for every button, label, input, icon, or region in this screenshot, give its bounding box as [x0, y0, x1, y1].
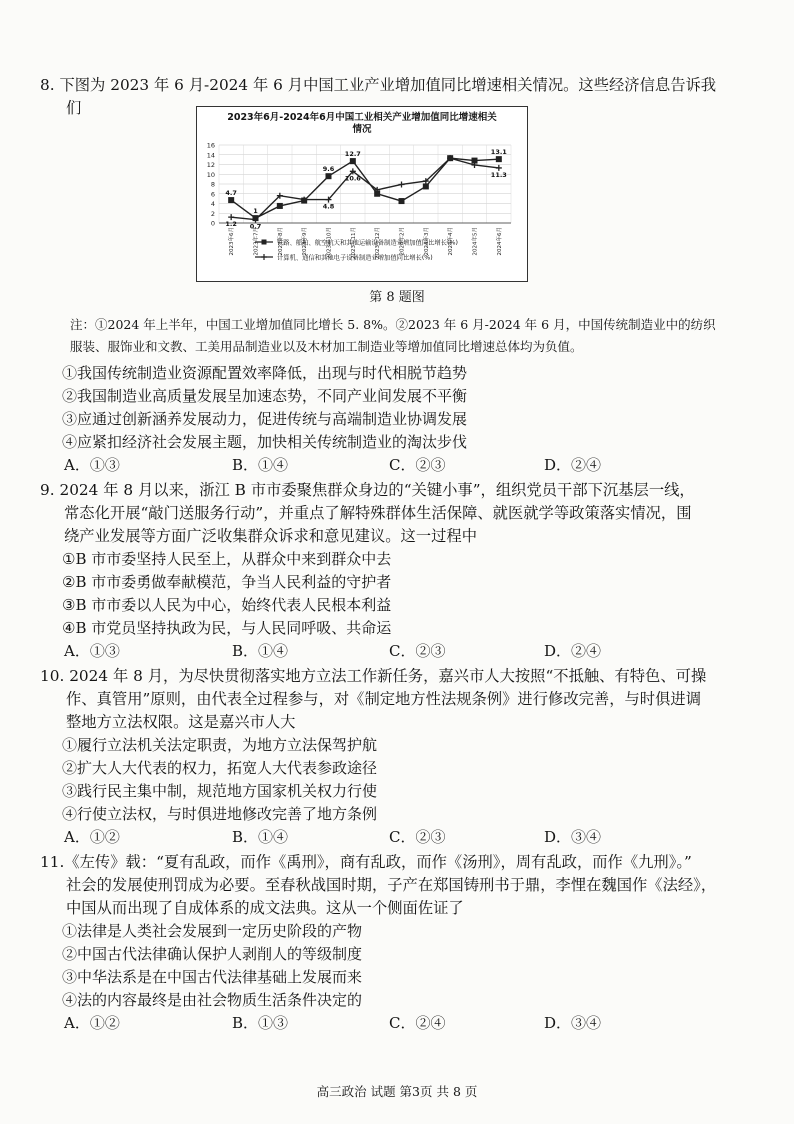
data-label: 11.3 [490, 170, 507, 179]
q8-option-4: ④应紧扣经济社会发展主题，加快相关传统制造业的淘汰步伐 [62, 433, 468, 451]
y-tick-label: 8 [210, 180, 215, 189]
chart-title-line2: 情况 [352, 124, 372, 135]
x-tick-label: 2023年10月 [326, 227, 333, 259]
x-tick-label: 2024年6月 [496, 227, 503, 256]
q10-stem-line2: 作、真管用”原则，由代表全过程参与，对《制定地方性法规条例》进行修改完善，与时俱进调 [66, 690, 701, 708]
x-tick-label: 2024年5月 [472, 227, 479, 256]
q9-answer-b[interactable]: B．①④ [232, 642, 289, 660]
x-tick-label: 2024年3月 [423, 227, 430, 256]
y-tick-label: 14 [206, 151, 215, 160]
q11-option-4: ④法的内容最终是由社会物质生活条件决定的 [62, 991, 363, 1009]
series-1-point [496, 156, 502, 162]
legend-label-1: 铁路、船舶、航空航天和其他运输设备制造业增加值同比增长(%) [277, 239, 458, 247]
series-1-point [399, 198, 405, 204]
q9-option-1: ①B 市市委坚持人民至上，从群众中来到群众中去 [62, 550, 392, 568]
series-1-point [423, 183, 429, 189]
data-label: 13.1 [490, 148, 507, 157]
y-tick-label: 12 [206, 161, 215, 169]
q10-answer-d[interactable]: D．③④ [544, 828, 602, 846]
series-1-point [350, 158, 356, 164]
q11-stem-line1: 11.《左传》载：“夏有乱政，而作《禹刑》，商有乱政，而作《汤刑》，周有乱政，而作《九刑》。” [40, 853, 692, 871]
q10-answer-c[interactable]: C．②③ [389, 828, 446, 846]
q11-option-1: ①法律是人类社会发展到一定历史阶段的产物 [62, 922, 363, 940]
q9-answer-a[interactable]: A．①③ [64, 642, 120, 660]
q10-stem-line1: 10. 2024 年 8 月，为尽快贯彻落实地方立法工作新任务，嘉兴市人大按照“不抵触、有特色、可操 [40, 667, 707, 685]
q10-answer-a[interactable]: A．①② [64, 828, 120, 846]
q11-stem-line2: 社会的发展使刑罚成为必要。至春秋战国时期，子产在郑国铸刑书于鼎，李悝在魏国作《法经》， [66, 876, 717, 894]
series-1-point [326, 173, 332, 179]
x-tick-label: 2023年6月 [229, 227, 236, 256]
data-label: 1 [253, 207, 258, 216]
q9-option-4: ④B 市党员坚持执政为民，与人民同呼吸、共命运 [62, 619, 392, 637]
data-label: 4.7 [225, 189, 237, 198]
y-tick-label: 4 [210, 200, 215, 208]
data-label: 0.7 [249, 222, 262, 231]
series-1-point [228, 197, 234, 203]
q10-option-2: ②扩大人大代表的权力，拓宽人大代表参政途径 [62, 759, 378, 777]
q11-option-2: ②中国古代法律确认保护人剥削人的等级制度 [62, 945, 363, 963]
series-1-point [277, 203, 283, 209]
q10-option-4: ④行使立法权，与时俱进地修改完善了地方条例 [62, 805, 378, 823]
q8-stem-line2: 们 [66, 99, 82, 117]
q10-option-3: ③践行民主集中制，规范地方国家机关权力行使 [62, 782, 378, 800]
q8-note-line2: 服装、服饰业和文教、工美用品制造业以及木材加工制造业等增加值同比增速总体均为负值。 [70, 339, 583, 354]
data-label: 9.6 [322, 165, 335, 174]
x-tick-label: 2023年8月 [277, 227, 284, 256]
q9-answer-c[interactable]: C．②③ [389, 642, 446, 660]
series-2-point [399, 181, 405, 187]
page-footer: 高三政治 试题 第3页 共 8 页 [316, 1084, 478, 1099]
legend-marker-square [262, 240, 267, 245]
q8-answer-a[interactable]: A．①③ [64, 456, 120, 474]
x-tick-label: 2023年11月 [350, 227, 357, 259]
q9-answer-d[interactable]: D．②④ [544, 642, 602, 660]
q8-option-3: ③应通过创新涵养发展动力，促进传统与高端制造业协调发展 [62, 410, 468, 428]
data-label: 12.7 [344, 150, 361, 159]
x-tick-label: 2023年7月 [253, 227, 260, 256]
q10-option-1: ①履行立法机关法定职责，为地方立法保驾护航 [62, 736, 378, 754]
q11-answer-a[interactable]: A．①② [64, 1014, 120, 1032]
line-chart [197, 107, 527, 281]
q8-option-1: ①我国传统制造业资源配置效率降低，出现与时代相脱节趋势 [62, 364, 468, 382]
y-tick-label: 6 [210, 190, 215, 199]
q8-stem-line1: 8. 下图为 2023 年 6 月-2024 年 6 月中国工业产业增加值同比增速相关情况。这些经济信息告诉我 [40, 76, 717, 94]
q9-stem-line2: 常态化开展“敲门送服务行动”，并重点了解特殊群体生活保障、就医就学等政策落实情况，围 [64, 504, 692, 522]
legend-marker-cross [261, 254, 267, 260]
q8-answer-c[interactable]: C．②③ [389, 456, 446, 474]
data-label: 10.6 [344, 174, 361, 183]
y-tick-label: 0 [210, 219, 215, 228]
q8-chart-caption: 第 8 题图 [369, 290, 425, 305]
q11-answer-c[interactable]: C．②④ [389, 1014, 446, 1032]
q9-option-2: ②B 市市委勇做奉献模范，争当人民利益的守护者 [62, 573, 392, 591]
q9-stem-line1: 9. 2024 年 8 月以来，浙江 B 市市委聚焦群众身边的“关键小事”，组织党员干部下沉基层一线， [40, 481, 695, 499]
y-tick-label: 16 [206, 141, 215, 150]
q10-answer-b[interactable]: B．①④ [232, 828, 289, 846]
x-tick-label: 2023年9月 [302, 227, 309, 256]
q8-answer-d[interactable]: D．②④ [544, 456, 602, 474]
x-tick-label: 2024年2月 [399, 227, 406, 256]
q9-option-3: ③B 市市委以人民为中心，始终代表人民根本利益 [62, 596, 392, 614]
y-tick-label: 2 [210, 209, 215, 218]
q11-answer-d[interactable]: D．③④ [544, 1014, 602, 1032]
q8-note-line1: 注：①2024 年上半年，中国工业增加值同比增长 5. 8%。②2023 年 6 月-2024 年 6 月，中国传统制造业中的纺织 [70, 317, 716, 332]
q11-option-3: ③中华法系是在中国古代法律基础上发展而来 [62, 968, 363, 986]
legend-label-2: 计算机、通信和其他电子设备制造业增加值同比增长(%) [277, 254, 433, 262]
q8-answer-b[interactable]: B．①④ [232, 456, 289, 474]
x-tick-label: 2023年12月 [375, 227, 382, 259]
chart-title-line1: 2023年6月-2024年6月中国工业相关产业增加值同比增速相关 [227, 112, 497, 123]
data-label: 4.8 [322, 202, 335, 211]
x-tick-label: 2024年4月 [448, 227, 455, 256]
y-tick-label: 10 [206, 170, 215, 179]
q11-stem-line3: 中国从而出现了自成体系的成文法典。这从一个侧面佐证了 [66, 899, 464, 917]
q8-chart [196, 106, 528, 282]
q8-option-2: ②我国制造业高质量发展呈加速态势，不同产业间发展不平衡 [62, 387, 468, 405]
q11-answer-b[interactable]: B．①③ [232, 1014, 289, 1032]
q9-stem-line3: 绕产业发展等方面广泛收集群众诉求和意见建议。这一过程中 [64, 527, 478, 545]
data-label: 1.2 [225, 220, 237, 229]
q10-stem-line3: 整地方立法权限。这是嘉兴市人大 [66, 713, 296, 731]
